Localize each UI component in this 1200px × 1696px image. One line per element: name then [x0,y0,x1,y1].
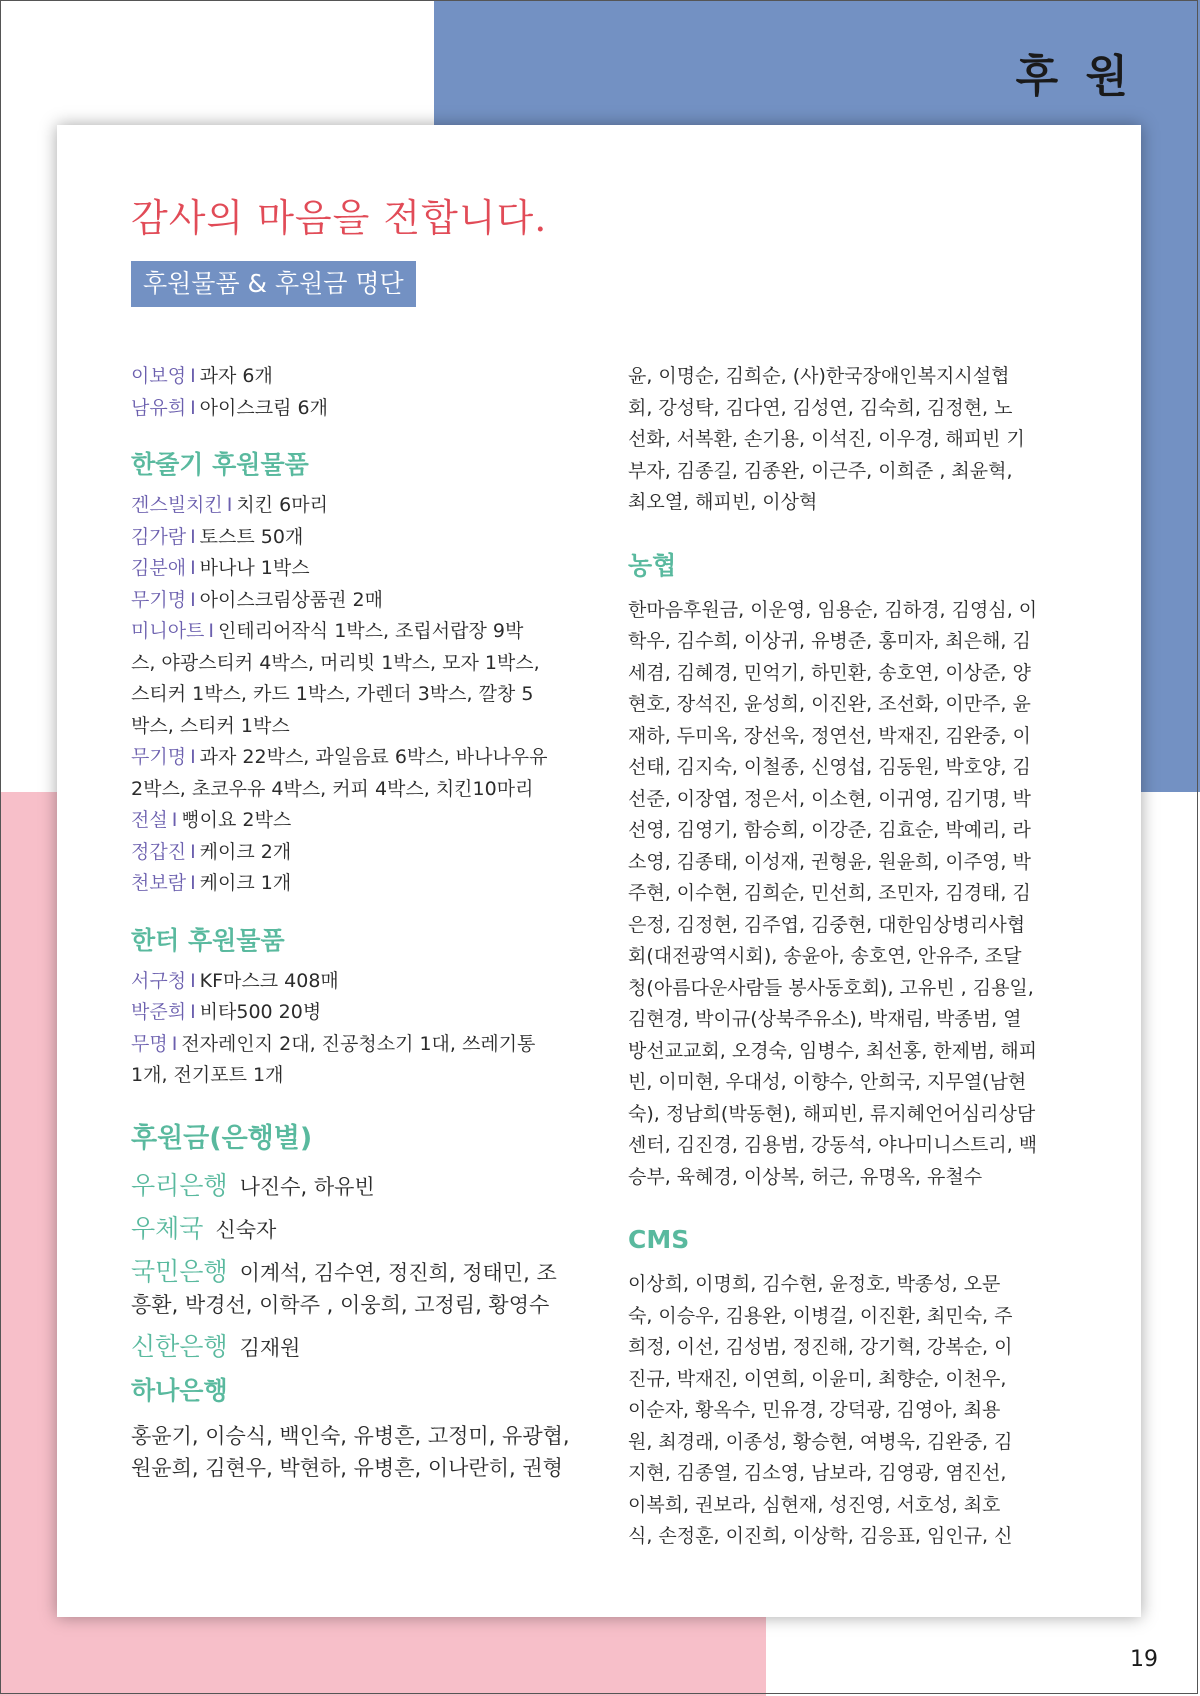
donor-line [131,997,581,1029]
left-column [131,361,581,1484]
donation-item-continued: 2박스, 초코우유 4박스, 커피 4박스, 치킨10마리 [131,777,534,800]
donor-name: 천보람 [131,872,187,894]
separator: I [190,840,196,863]
donor-names-line: 이상희, 이명희, 김수현, 윤정호, 박종성, 오문 [628,1273,1001,1295]
separator: I [171,809,178,831]
hana-donors-line: 홍윤기, 이승식, 백인숙, 유병흔, 고정미, 유광협, [131,1423,570,1448]
bank-donors: 이계석, 김수연, 정진희, 정태민, 조 [239,1260,557,1285]
separator: I [190,969,196,992]
donor-names-line: 승부, 육혜경, 이상복, 허근, 유명옥, 유철수 [628,1165,983,1188]
donor-line [131,837,581,869]
bank-donors: 신숙자 [215,1217,277,1242]
donation-item-continued: 1개, 전기포트 1개 [131,1064,284,1086]
donor-names-line: 선화, 서복환, 손기용, 이석진, 이우경, 해피빈 기 [628,428,1025,450]
bank-name: 국민은행 [131,1256,228,1286]
donor-names-line: 숙, 이승우, 김용완, 이병걸, 이진환, 최민숙, 주 [628,1304,1013,1327]
donor-names-line: 청(아름다운사람들 봉사동호회), 고유빈 , 김용일, [628,976,1034,999]
donor-name: 무기명 [131,588,187,611]
donor-line [131,585,581,617]
donor-names-line: 빈, 이미현, 우대성, 이향수, 안희국, 지무열(남현 [628,1071,1027,1093]
donor-names-line: 최오열, 해피빈, 이상혁 [628,491,818,513]
donor-names-line: 원, 최경래, 이종성, 황승현, 여병욱, 김완중, 김 [628,1430,1013,1453]
bank-donors: 나진수, 하유빈 [239,1174,375,1199]
donor-names-line: 학우, 김수희, 이상귀, 유병준, 홍미자, 최은해, 김 [628,630,1031,652]
bank-donors: 김재원 [239,1335,301,1360]
list-banner: 후원물품 & 후원금 명단 [131,261,416,307]
donor-name: 무명 [131,1032,168,1055]
donation-item: 인테리어작식 1박스, 조립서랍장 9박 [218,620,524,642]
donor-names-line: 김현경, 박이규(상북주유소), 박재림, 박종범, 열 [628,1008,1022,1030]
separator: I [208,620,215,642]
donation-item-continued: 스, 야광스티커 4박스, 머리빗 1박스, 모자 1박스, [131,651,540,674]
right-column [628,361,1070,1553]
donor-name: 남유희 [131,396,187,419]
donation-item: 케이크 2개 [199,840,292,863]
donor-names-line: 센터, 김진경, 김용범, 강동석, 야나미니스트리, 백 [628,1134,1038,1156]
donor-names-line: 회(대전광역시회), 송윤아, 송호연, 안유주, 조달 [628,945,1022,967]
donation-item: 케이크 1개 [199,872,292,894]
bank-name: 우리은행 [131,1170,228,1200]
donor-line [131,805,581,837]
donor-names-line: 세겸, 김혜경, 민억기, 하민환, 송호연, 이상준, 양 [628,661,1031,684]
donation-item: 아이스크림 6개 [199,396,328,419]
donor-names-line: 은정, 김정현, 김주엽, 김중현, 대한임상병리사협 [628,913,1026,936]
donor-line [131,868,581,900]
donor-names-line: 방선교교회, 오경숙, 임병수, 최선홍, 한제범, 해피 [628,1039,1038,1062]
donor-names-line: 재하, 두미옥, 장선욱, 정연선, 박재진, 김완중, 이 [628,724,1031,747]
donor-line [131,393,581,425]
bank-name: 신한은행 [131,1331,228,1361]
donor-names-line: 한마음후원금, 이운영, 임용순, 김하경, 김영심, 이 [628,598,1038,621]
donor-names-line: 진규, 박재진, 이연희, 이윤미, 최향순, 이천우, [628,1367,1007,1390]
donor-names-line: 식, 손정훈, 이진희, 이상학, 김응표, 임인규, 신 [628,1525,1013,1547]
hana-donors-line: 원윤희, 김현우, 박현하, 유병흔, 이나란히, 권형 [131,1455,563,1480]
donor-line [131,361,581,393]
main-title: 감사의 마음을 전합니다. [131,196,548,240]
donor-names-line: 부자, 김종길, 김종완, 이근주, 이희준 , 최윤혁, [628,459,1013,482]
donor-name: 전설 [131,809,168,831]
separator: I [190,396,196,419]
cms-heading: CMS [628,1225,690,1254]
hanteo-heading: 한터 후원물품 [131,925,285,955]
donation-item: 과자 22박스, 과일음료 6박스, 바나나우유 [199,746,548,768]
donor-names-line: 현호, 장석진, 윤성희, 이진완, 조선화, 이만주, 윤 [628,693,1031,715]
separator: I [190,525,196,548]
donation-item: 바나나 1박스 [199,557,310,579]
separator: I [190,588,196,611]
donor-names-line: 지현, 김종열, 김소영, 남보라, 김영광, 염진선, [628,1462,1007,1484]
donor-names-line: 선준, 이장엽, 정은서, 이소현, 이귀영, 김기명, 박 [628,787,1031,810]
donation-item: 전자레인지 2대, 진공청소기 1대, 쓰레기통 [181,1032,536,1055]
donor-line [131,553,581,585]
donor-names-line: 숙), 정남희(박동현), 해피빈, 류지혜언어심리상담 [628,1102,1036,1125]
donor-names-line: 이복희, 권보라, 심현재, 성진영, 서호성, 최호 [628,1493,1001,1516]
donor-line [131,616,581,648]
nonghyup-heading: 농협 [628,550,677,580]
hana-bank-heading: 하나은행 [131,1375,228,1405]
donor-name: 김가람 [131,525,187,548]
separator: I [190,746,196,768]
separator: I [226,494,233,516]
hanjulgi-heading: 한줄기 후원물품 [131,450,309,479]
donation-item: 아이스크림상품권 2매 [199,588,383,611]
bank-donations-heading: 후원금(은행별) [131,1122,313,1154]
separator: I [190,557,196,579]
donor-names-line: 소영, 김종태, 이성재, 권형윤, 원윤희, 이주영, 박 [628,850,1031,873]
donation-item: KF마스크 408매 [199,969,339,992]
donor-names-line: 윤, 이명순, 김희순, (사)한국장애인복지시설협 [628,365,1010,387]
donation-item: 치킨 6마리 [236,494,328,516]
bank-donors-continued: 흥환, 박경선, 이학주 , 이웅희, 고정림, 황영수 [131,1292,550,1317]
bank-name: 우체국 [131,1213,204,1243]
bank-row [131,1213,581,1246]
donor-name: 김분애 [131,557,187,579]
donor-name: 겐스빌치킨 [131,494,223,516]
donation-item-continued: 박스, 스티커 1박스 [131,714,290,737]
donor-name: 무기명 [131,746,187,768]
page-number: 19 [1130,1647,1158,1672]
donation-item-continued: 스티커 1박스, 카드 1박스, 가렌더 3박스, 깔창 5 [131,683,534,705]
bank-row [131,1170,581,1203]
content-panel [57,125,1141,1617]
separator: I [190,1001,196,1023]
donor-line [131,522,581,554]
donor-name: 박준희 [131,1001,187,1023]
donation-item: 토스트 50개 [199,525,304,548]
donor-line [131,966,581,998]
donor-name: 미니아트 [131,620,205,642]
separator: I [190,872,196,894]
separator: I [190,365,196,387]
donor-line [131,490,581,522]
donor-line [131,742,581,774]
section-title: 후 원 [1015,51,1134,102]
donor-name: 서구청 [131,969,187,992]
donor-names-line: 선영, 김영기, 함승희, 이강준, 김효순, 박예리, 라 [628,819,1031,841]
donor-line [131,1029,581,1061]
separator: I [171,1032,178,1055]
donation-item: 과자 6개 [199,365,273,387]
donor-names-line: 회, 강성탁, 김다연, 김성연, 김숙희, 김정현, 노 [628,396,1013,419]
bank-row [131,1256,581,1289]
donor-names-line: 주현, 이수현, 김희순, 민선희, 조민자, 김경태, 김 [628,882,1031,904]
donation-item: 뻥이요 2박스 [181,809,292,831]
donor-name: 정갑진 [131,840,187,863]
donor-names-line: 이순자, 황옥수, 민유경, 강덕광, 김영아, 최용 [628,1399,1001,1421]
donor-names-line: 희정, 이선, 김성범, 정진해, 강기혁, 강복순, 이 [628,1336,1013,1358]
donor-names-line: 선태, 김지숙, 이철종, 신영섭, 김동원, 박호양, 김 [628,756,1031,778]
donor-name: 이보영 [131,365,187,387]
donation-item: 비타500 20병 [199,1001,322,1023]
bank-row [131,1331,581,1364]
